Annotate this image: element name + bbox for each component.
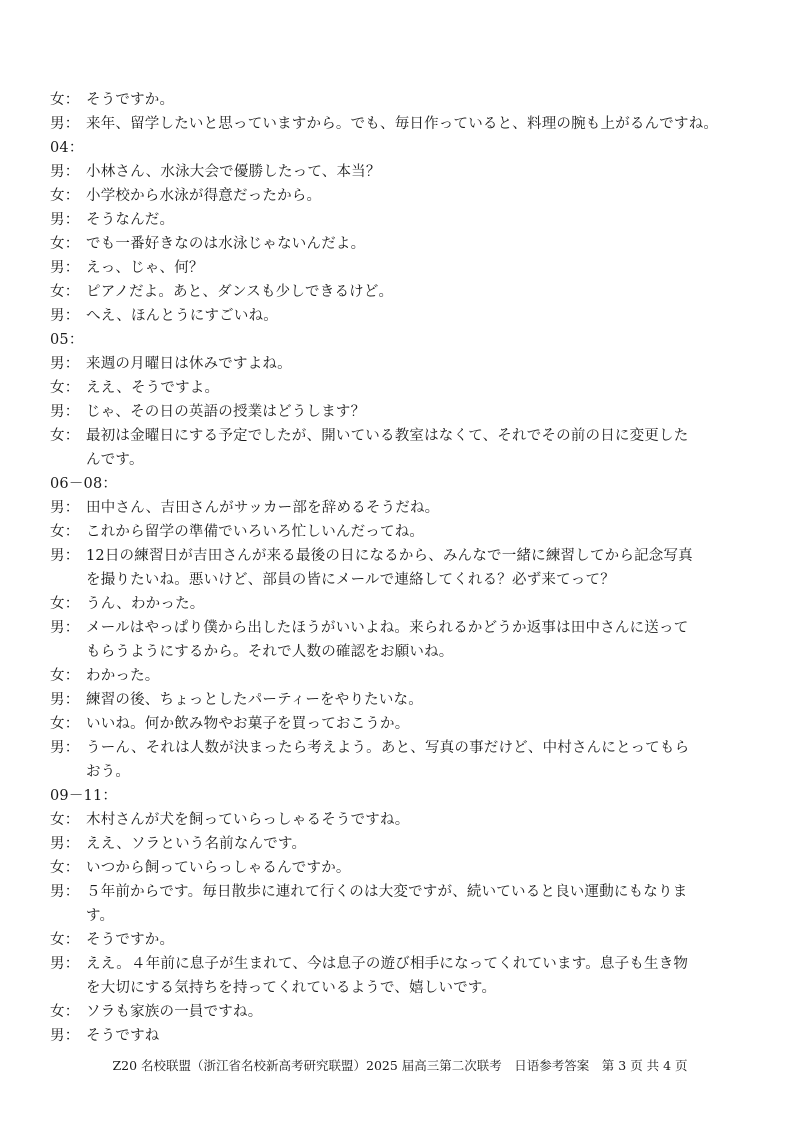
utterance-text: ソラも家族の一員ですね。 xyxy=(86,1004,263,1020)
utterance-text: 12日の練習日が吉田さんが来る最後の日になるから、みんなで一緒に練習してから記念写真 xyxy=(86,548,693,564)
utterance-text: そうですね xyxy=(86,1028,160,1044)
utterance-text: 練習の後、ちょっとしたパーティーをやりたいな。 xyxy=(86,692,423,708)
dialogue-line xyxy=(50,112,760,136)
utterance-text: いいね。何か飲み物やお菓子を買っておこうか。 xyxy=(86,716,410,732)
utterance-text: うん、わかった。 xyxy=(86,596,205,612)
utterance-text: もらうようにするから。それで人数の確認をお願いね。 xyxy=(86,644,454,660)
utterance-text: を大切にする気持ちを持ってくれているようで、嬉しいです。 xyxy=(86,980,497,996)
speaker-label: 男： xyxy=(50,308,80,324)
section-heading xyxy=(50,472,760,496)
dialogue-line xyxy=(50,376,760,400)
dialogue-line xyxy=(50,280,760,304)
dialogue-line xyxy=(50,520,760,544)
speaker-label: 女： xyxy=(50,716,80,732)
utterance-text: うーん、それは人数が決まったら考えよう。あと、写真の事だけど、中村さんにとってもら xyxy=(86,740,690,756)
utterance-text: を撮りたいね。悪いけど、部員の皆にメールで連絡してくれる？必ず来てって？ xyxy=(86,572,615,588)
dialogue-line xyxy=(50,232,760,256)
dialogue-line xyxy=(50,256,760,280)
dialogue-line xyxy=(50,304,760,328)
utterance-text: 田中さん、吉田さんがサッカー部を辞めるそうだね。 xyxy=(86,500,440,516)
utterance-text: そうなんだ。 xyxy=(86,212,175,228)
speaker-label: 男： xyxy=(50,116,80,132)
utterance-text: 小林さん、水泳大会で優勝したって、本当？ xyxy=(86,164,381,180)
dialogue-line xyxy=(50,424,760,448)
dialogue-line xyxy=(50,496,760,520)
dialogue-line xyxy=(50,736,760,760)
utterance-text: そうですか。 xyxy=(86,932,175,948)
dialogue-line-continuation xyxy=(50,976,760,1000)
utterance-text: メールはやっぱり僕から出したほうがいいよね。来られるかどうか返事は田中さんに送って xyxy=(86,620,689,636)
utterance-text: ５年前からです。毎日散歩に連れて行くのは大変ですが、続いていると良い運動にもなりま xyxy=(86,884,688,900)
dialogue-line-continuation xyxy=(50,640,760,664)
dialogue-line-continuation xyxy=(50,568,760,592)
utterance-text: 木村さんが犬を飼っていらっしゃるそうですね。 xyxy=(86,812,410,828)
dialogue-line xyxy=(50,832,760,856)
speaker-label: 男： xyxy=(50,548,80,564)
utterance-text: じゃ、その日の英語の授業はどうします？ xyxy=(86,404,366,420)
speaker-label: 男： xyxy=(50,260,80,276)
speaker-label: 男： xyxy=(50,884,80,900)
dialogue-line-continuation xyxy=(50,904,760,928)
speaker-label: 女： xyxy=(50,236,80,252)
speaker-label: 女： xyxy=(50,596,80,612)
utterance-text: おう。 xyxy=(86,764,131,780)
speaker-label: 男： xyxy=(50,836,80,852)
dialogue-line-continuation xyxy=(50,448,760,472)
speaker-label: 女： xyxy=(50,524,80,540)
speaker-label: 女： xyxy=(50,92,80,108)
speaker-label: 女： xyxy=(50,1004,80,1020)
utterance-text: ええ、そうですよ。 xyxy=(86,380,220,396)
speaker-label: 女： xyxy=(50,188,80,204)
speaker-label: 女： xyxy=(50,860,80,876)
section-heading xyxy=(50,784,760,808)
speaker-label: 女： xyxy=(50,932,80,948)
utterance-text: 来週の月曜日は休みですよね。 xyxy=(86,356,292,372)
dialogue-line xyxy=(50,592,760,616)
utterance-text: ピアノだよ。あと、ダンスも少しできるけど。 xyxy=(86,284,394,300)
utterance-text: んです。 xyxy=(86,452,144,468)
dialogue-line xyxy=(50,400,760,424)
dialogue-line xyxy=(50,184,760,208)
speaker-label: 男： xyxy=(50,1028,80,1044)
speaker-label: 女： xyxy=(50,668,80,684)
utterance-text: 小学校から水泳が得意だったから。 xyxy=(86,188,322,204)
dialogue-line xyxy=(50,88,760,112)
utterance-text: これから留学の準備でいろいろ忙しいんだってね。 xyxy=(86,524,425,540)
speaker-label: 女： xyxy=(50,812,80,828)
speaker-label: 女： xyxy=(50,284,80,300)
dialogue-line xyxy=(50,712,760,736)
speaker-label: 女： xyxy=(50,428,80,444)
section-heading xyxy=(50,136,760,160)
utterance-text: わかった。 xyxy=(86,668,160,684)
utterance-text: 最初は金曜日にする予定でしたが、開いている教室はなくて、それでその前の日に変更した xyxy=(86,428,689,444)
section-number: 06－08： xyxy=(50,476,118,492)
utterance-text: ええ、ソラという名前なんです。 xyxy=(86,836,307,852)
utterance-text: いつから飼っていらっしゃるんですか。 xyxy=(86,860,351,876)
dialogue-line xyxy=(50,1000,760,1024)
utterance-text: でも一番好きなのは水泳じゃないんだよ。 xyxy=(86,236,366,252)
speaker-label: 女： xyxy=(50,380,80,396)
speaker-label: 男： xyxy=(50,356,80,372)
speaker-label: 男： xyxy=(50,164,80,180)
dialogue-line xyxy=(50,664,760,688)
speaker-label: 男： xyxy=(50,740,80,756)
speaker-label: 男： xyxy=(50,620,80,636)
dialogue-line xyxy=(50,1024,760,1048)
speaker-label: 男： xyxy=(50,404,80,420)
section-number: 09－11： xyxy=(50,788,118,804)
utterance-text: 来年、留学したいと思っていますから。でも、毎日作っていると、料理の腕も上がるんですね。 xyxy=(86,116,719,132)
dialogue-line xyxy=(50,352,760,376)
dialogue-line xyxy=(50,952,760,976)
dialogue-transcript xyxy=(50,88,760,1048)
dialogue-line xyxy=(50,880,760,904)
utterance-text: す。 xyxy=(86,908,115,924)
speaker-label: 男： xyxy=(50,500,80,516)
dialogue-line xyxy=(50,856,760,880)
dialogue-line xyxy=(50,928,760,952)
utterance-text: へえ、ほんとうにすごいね。 xyxy=(86,308,278,324)
utterance-text: そうですか。 xyxy=(86,92,175,108)
dialogue-line xyxy=(50,688,760,712)
section-heading xyxy=(50,328,760,352)
dialogue-line xyxy=(50,544,760,568)
dialogue-line-continuation xyxy=(50,760,760,784)
section-number: 05： xyxy=(50,332,84,348)
dialogue-line xyxy=(50,208,760,232)
speaker-label: 男： xyxy=(50,692,80,708)
utterance-text: えっ、じゃ、何？ xyxy=(86,260,204,276)
speaker-label: 男： xyxy=(50,212,80,228)
section-number: 04： xyxy=(50,140,84,156)
speaker-label: 男： xyxy=(50,956,80,972)
dialogue-line xyxy=(50,616,760,640)
dialogue-line xyxy=(50,808,760,832)
page-footer: Z20 名校联盟（浙江省名校新高考研究联盟）2025 届高三第二次联考 日语参考答案 第 3 页 共 4 页 xyxy=(112,1058,688,1073)
utterance-text: ええ。４年前に息子が生まれて、今は息子の遊び相手になってくれています。息子も生き物 xyxy=(86,956,689,972)
dialogue-line xyxy=(50,160,760,184)
